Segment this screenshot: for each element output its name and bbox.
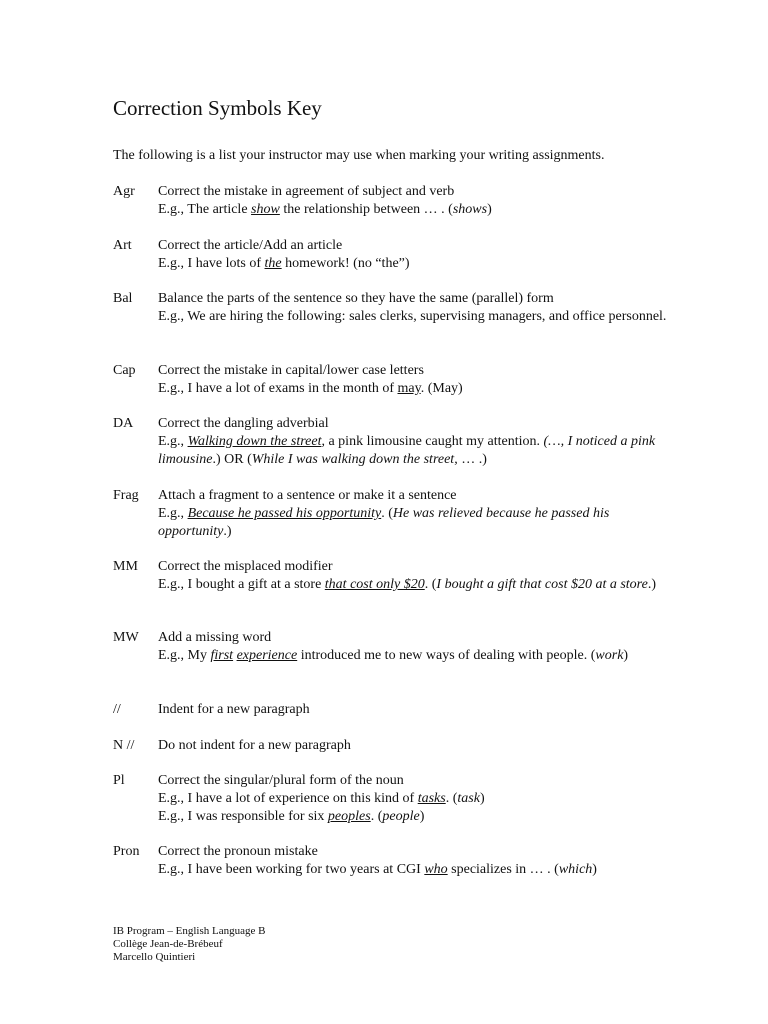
symbol-mm: MM (113, 559, 138, 574)
example-text: homework! (no “the”) (281, 256, 410, 271)
example-error: that cost only $20 (324, 577, 425, 592)
example-error: Because he passed his opportunity (187, 506, 382, 521)
example-error: experience (236, 648, 298, 663)
example-text: .) (647, 577, 656, 592)
example-da (158, 433, 673, 469)
example-mw (158, 647, 673, 665)
example-mm (158, 576, 673, 594)
symbol-pl: Pl (113, 773, 125, 788)
example-text: ) (479, 791, 485, 806)
example-agr (158, 201, 673, 219)
example-text: . (May) (420, 381, 463, 396)
footer (113, 925, 265, 964)
example-pl-1 (158, 790, 673, 808)
example-text: introduced me to new ways of dealing with people. ( (297, 648, 596, 663)
symbol-indent: // (113, 702, 121, 717)
example-error: who (424, 862, 448, 877)
example-error: first (210, 648, 234, 663)
desc-art: Correct the article/Add an article (158, 238, 343, 253)
example-text: ) (419, 809, 425, 824)
page-title: Correction Symbols Key (113, 96, 322, 120)
example-text: E.g., I have a lot of exams in the month of (158, 381, 398, 396)
example-text: E.g., I was responsible for six (158, 809, 328, 824)
desc-noindent: Do not indent for a new paragraph (158, 738, 351, 753)
example-text: the relationship between … . ( (279, 202, 453, 217)
example-correction: shows (452, 202, 488, 217)
example-correction: which (558, 862, 593, 877)
example-text: E.g., (158, 434, 188, 449)
desc-mw: Add a missing word (158, 630, 272, 645)
example-correction: I bought a gift that cost $20 at a store (436, 577, 648, 592)
desc-frag: Attach a fragment to a sentence or make it a sentence (158, 488, 457, 503)
example-error: the (264, 256, 282, 271)
desc-pron: Correct the pronoun mistake (158, 844, 318, 859)
example-correction: work (595, 648, 624, 663)
symbol-noindent: N // (113, 738, 135, 753)
example-pl-2 (158, 808, 673, 826)
desc-mm: Correct the misplaced modifier (158, 559, 333, 574)
symbol-agr: Agr (113, 184, 135, 199)
example-text: E.g., The article (158, 202, 252, 217)
example-text: ) (487, 202, 492, 217)
symbol-pron: Pron (113, 844, 140, 859)
symbol-frag: Frag (113, 488, 139, 503)
example-text: . ( (445, 791, 458, 806)
symbol-bal: Bal (113, 291, 133, 306)
example-text: ) (623, 648, 629, 663)
example-correction: task (457, 791, 480, 806)
example-pron (158, 861, 673, 879)
example-correction: While I was walking down the street (251, 452, 455, 467)
desc-cap: Correct the mistake in capital/lower case letters (158, 363, 424, 378)
symbol-da: DA (113, 416, 134, 431)
example-text: .) OR ( (212, 452, 252, 467)
symbol-cap: Cap (113, 363, 136, 378)
desc-pl: Correct the singular/plural form of the noun (158, 773, 404, 788)
footer-author: Marcello Quintieri (113, 951, 196, 963)
example-text: specializes in … . ( (447, 862, 559, 877)
example-text: E.g., My (158, 648, 211, 663)
example-text: ) (592, 862, 597, 877)
footer-program: IB Program – English Language B (113, 925, 266, 937)
footer-school: Collège Jean-de-Brébeuf (113, 938, 223, 950)
symbol-mw: MW (113, 630, 139, 645)
example-text: .) (223, 524, 232, 539)
example-text: E.g., I have been working for two years at CGI (158, 862, 425, 877)
example-error: peoples (327, 809, 371, 824)
example-text: . ( (381, 506, 393, 521)
example-frag (158, 505, 673, 541)
example-text: , … .) (454, 452, 487, 467)
desc-bal: Balance the parts of the sentence so they have the same (parallel) form (158, 291, 554, 306)
example-correction: (…, I noticed a pink limousine (158, 434, 656, 467)
example-error: Walking down the street (187, 434, 322, 449)
example-text: E.g., (158, 506, 188, 521)
example-text: E.g., I bought a gift at a store (158, 577, 325, 592)
intro-text: The following is a list your instructor may use when marking your writing assignments. (113, 148, 605, 163)
example-correction: people (382, 809, 420, 824)
example-bal: E.g., We are hiring the following: sales clerks, supervising managers, and office personnel. (158, 309, 667, 324)
example-text: E.g., I have lots of (158, 256, 265, 271)
example-error: tasks (417, 791, 446, 806)
symbol-art: Art (113, 238, 132, 253)
example-error: show (251, 202, 280, 217)
example-text: . ( (424, 577, 437, 592)
desc-agr: Correct the mistake in agreement of subject and verb (158, 184, 455, 199)
example-text: E.g., I have a lot of experience on this kind of (158, 791, 418, 806)
example-text: , a pink limousine caught my attention. (321, 434, 544, 449)
example-error: may (397, 381, 421, 396)
example-correction: He was relieved because he passed his opportunity (158, 506, 610, 539)
desc-indent: Indent for a new paragraph (158, 702, 310, 717)
example-cap (158, 380, 673, 398)
desc-da: Correct the dangling adverbial (158, 416, 329, 431)
example-text: . ( (370, 809, 383, 824)
example-art (158, 255, 673, 273)
